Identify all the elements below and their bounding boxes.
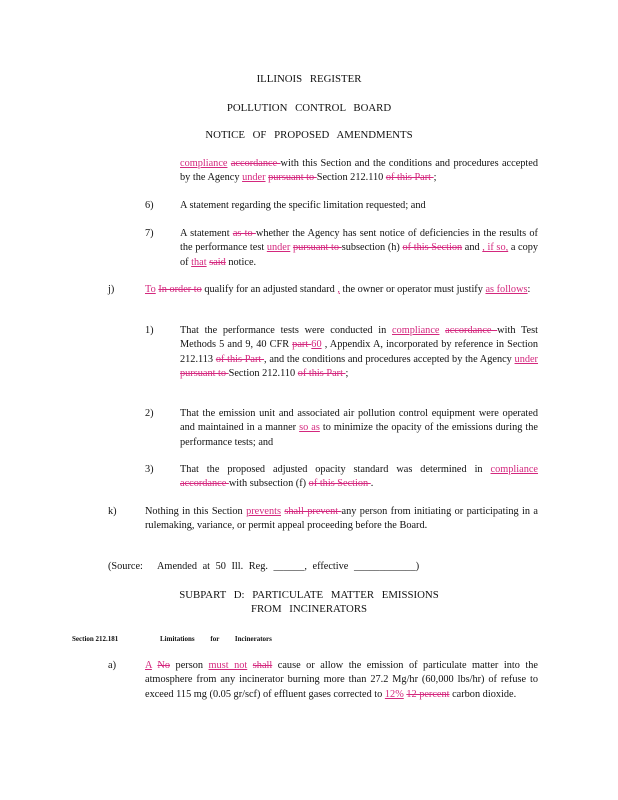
item-j2-text bbox=[180, 407, 538, 450]
item-j1-label: 1) bbox=[145, 325, 154, 336]
inserted-text: compliance bbox=[180, 158, 228, 169]
item-6-label: 6) bbox=[145, 200, 154, 211]
item-7-text bbox=[180, 227, 538, 270]
inserted-text: A bbox=[145, 660, 152, 671]
deleted-text: pursuant to bbox=[268, 172, 317, 184]
inserted-text: must not bbox=[208, 660, 248, 671]
inserted-text: , bbox=[337, 284, 340, 295]
body-text: Section 212.110 bbox=[316, 172, 386, 184]
body-text: , Appendix A, incorporated by reference in Section 212.113 bbox=[180, 339, 538, 365]
deleted-text: shall prevent bbox=[284, 506, 342, 517]
body-text: and bbox=[462, 242, 483, 254]
board-name: POLLUTION CONTROL BOARD bbox=[226, 102, 392, 114]
subsection-j-label: j) bbox=[108, 284, 115, 295]
inserted-text: , if so, bbox=[482, 242, 509, 254]
inserted-text: compliance bbox=[490, 464, 538, 475]
body-text: qualify for an adjusted standard bbox=[201, 284, 338, 295]
inserted-text: 60 bbox=[311, 339, 322, 351]
body-text: : bbox=[527, 284, 531, 295]
body-text: with Test Methods 5 and 9, 40 CFR bbox=[180, 325, 538, 351]
body-text: That the emission unit and associated air pollution control equipment were operated and maintained in a manner bbox=[180, 408, 538, 434]
body-text: Section 212.110 bbox=[228, 368, 298, 380]
source-label: (Source: bbox=[108, 561, 143, 572]
item-5-continuation bbox=[180, 157, 538, 186]
inserted-text: 12% bbox=[384, 688, 404, 700]
body-text: person bbox=[170, 660, 209, 671]
item-7-label: 7) bbox=[145, 228, 154, 239]
deleted-text: pursuant to bbox=[292, 242, 342, 254]
body-text: with this Section and the conditions and procedures accepted by the Agency bbox=[180, 158, 539, 184]
inserted-text: under bbox=[242, 172, 266, 184]
notice-title: NOTICE OF PROPOSED AMENDMENTS bbox=[205, 129, 413, 141]
body-text: , and the conditions and procedures accepted by the Agency bbox=[264, 353, 515, 365]
body-text: cause or allow the emission of particulate matter into the atmosphere from any incinerator burning more than 27.2 Mg/hr (60,000 lbs/hr) of refuse to exceed 115 mg (0.05 gr/scf) of effluent gases corrected to bbox=[145, 660, 539, 700]
item-j1-text bbox=[180, 324, 538, 382]
body-text: . bbox=[370, 478, 374, 490]
body-text: subsection (h) bbox=[341, 242, 403, 254]
deleted-text: shall bbox=[252, 660, 273, 671]
inserted-text: that bbox=[191, 256, 207, 268]
deleted-text: part bbox=[292, 339, 312, 351]
subsection-k-text bbox=[145, 505, 538, 534]
register-title: ILLINOIS REGISTER bbox=[256, 73, 362, 85]
body-text: Nothing in this Section bbox=[145, 506, 247, 517]
subsection-k-label: k) bbox=[108, 506, 117, 517]
deleted-text: No bbox=[157, 660, 171, 671]
inserted-text: under bbox=[514, 353, 538, 365]
deleted-text: accordance bbox=[445, 325, 498, 336]
deleted-text: of this Section bbox=[308, 478, 371, 490]
subsection-a-label: a) bbox=[108, 660, 116, 671]
deleted-text: of this Section bbox=[402, 242, 463, 254]
deleted-text: accordance bbox=[180, 478, 229, 490]
deleted-text: said bbox=[209, 256, 226, 268]
inserted-text: prevents bbox=[246, 506, 281, 517]
body-text: That the proposed adjusted opacity standard was determined in bbox=[180, 464, 491, 475]
deleted-text: In order to bbox=[158, 284, 202, 295]
subpart-heading: SUBPART D: PARTICULATE MATTER EMISSIONS bbox=[179, 589, 439, 601]
deleted-text: of this Part bbox=[215, 353, 265, 365]
body-text: ; bbox=[345, 368, 349, 380]
item-j3-text bbox=[180, 463, 538, 492]
inserted-text: as follows bbox=[485, 284, 528, 295]
inserted-text: so as bbox=[299, 422, 320, 434]
item-j3-label: 3) bbox=[145, 464, 154, 475]
subpart-heading-2: FROM INCINERATORS bbox=[250, 603, 368, 615]
item-j2-label: 2) bbox=[145, 408, 154, 419]
source-text: Amended at 50 Ill. Reg. ______, effective ____________) bbox=[157, 561, 420, 572]
inserted-text: To bbox=[145, 284, 156, 295]
body-text: to minimize the opacity of the emissions during the performance tests; and bbox=[180, 422, 538, 448]
deleted-text: 12 percent bbox=[406, 688, 450, 700]
inserted-text: compliance bbox=[392, 325, 440, 336]
body-text: notice. bbox=[225, 256, 257, 268]
body-text: with subsection (f) bbox=[228, 478, 309, 490]
deleted-text: accordance bbox=[230, 158, 281, 169]
body-text: carbon dioxide. bbox=[449, 688, 517, 700]
deleted-text: as to bbox=[232, 228, 256, 239]
body-text: ; bbox=[433, 172, 437, 184]
subsection-j-text bbox=[145, 283, 538, 297]
subsection-a-text bbox=[145, 659, 538, 702]
body-text: whether the Agency has sent notice of deficiencies in the results of the performance test bbox=[180, 228, 538, 254]
deleted-text: pursuant to bbox=[180, 368, 229, 380]
body-text: any person from initiating or participating in a rulemaking, variance, or permit appeal proceeding before the Board. bbox=[145, 506, 539, 532]
section-title: Limitations for Incinerators bbox=[160, 635, 272, 643]
section-number: Section 212.181 bbox=[72, 635, 119, 643]
deleted-text: of this Part bbox=[385, 172, 434, 184]
body-text: That the performance tests were conducted in bbox=[180, 325, 392, 336]
deleted-text: of this Part bbox=[297, 368, 346, 380]
inserted-text: under bbox=[266, 242, 291, 254]
body-text: a copy of bbox=[180, 242, 539, 268]
body-text: A statement bbox=[180, 228, 233, 239]
item-6-text bbox=[180, 199, 538, 213]
body-text: the owner or operator must justify bbox=[339, 284, 486, 295]
body-text: A statement regarding the specific limitation requested; and bbox=[180, 200, 426, 211]
